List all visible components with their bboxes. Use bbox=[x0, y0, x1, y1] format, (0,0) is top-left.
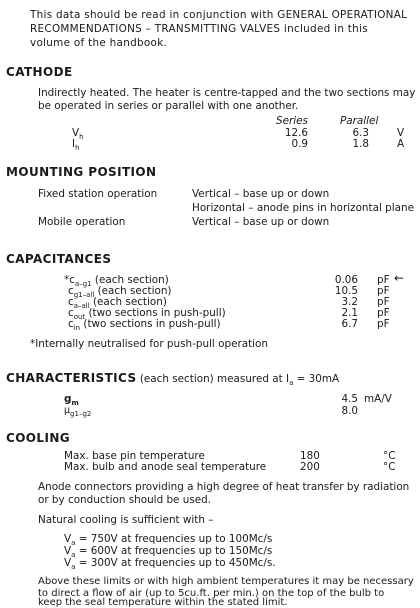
cap-row-a-all-unit: pF bbox=[377, 296, 390, 308]
col-series: Series bbox=[276, 115, 308, 127]
cap-row-a-g1-value: 0.06 bbox=[334, 274, 358, 286]
cooling-para-2: Natural cooling is sufficient with – bbox=[38, 514, 214, 526]
cooling-para-3-line-1: Above these limits or with high ambient temperatures it may be necessary bbox=[38, 576, 414, 587]
arrow-left-icon: ← bbox=[394, 271, 405, 285]
cooling-para-1-line-2: or by conduction should be used. bbox=[38, 494, 212, 506]
intro-line-3: volume of the handbook. bbox=[30, 37, 168, 49]
char-gm-symbol: $g_m$ bbox=[64, 393, 79, 408]
char-mu-value: 8.0 bbox=[341, 405, 358, 417]
cap-row-a-g1-unit: pF bbox=[377, 274, 390, 286]
cathode-text-1: Indirectly heated. The heater is centre-tapped and the two sections may bbox=[38, 87, 416, 99]
char-mu-symbol: $\mu_{g1-g2}$ bbox=[64, 405, 92, 418]
mounting-mobile-label: Mobile operation bbox=[38, 216, 126, 228]
cooling-bulb-seal-unit: °C bbox=[383, 461, 396, 473]
characteristics-heading: CHARACTERISTICS bbox=[6, 371, 137, 385]
mounting-fixed-label: Fixed station operation bbox=[38, 188, 158, 200]
cap-row-out: $c_{out}$ (two sections in push-pull) bbox=[68, 307, 226, 322]
cap-row-in-unit: pF bbox=[377, 318, 390, 330]
cap-row-g1-all-unit: pF bbox=[377, 285, 390, 297]
cooling-para-3-line-2: to direct a flow of air (up to 5cu.ft. per min.) on the top of the bulb to bbox=[38, 588, 385, 599]
natural-cooling-line-2: $V_a = 600V$ at frequencies up to 150Mc/s bbox=[64, 545, 273, 560]
cap-row-g1-all: $c_{g1-all}$ (each section) bbox=[68, 285, 172, 300]
cooling-para-3-line-3: keep the seal temperature within the stated limit. bbox=[38, 597, 288, 608]
cathode-heading: CATHODE bbox=[6, 65, 73, 79]
col-parallel: Parallel bbox=[340, 115, 379, 127]
cathode-row-ih-symbol: $I_h$ bbox=[72, 138, 80, 153]
cooling-para-1-line-1: Anode connectors providing a high degree of heat transfer by radiation bbox=[38, 481, 410, 493]
cooling-base-pin-label: Max. base pin temperature bbox=[64, 450, 205, 462]
cap-row-a-all: $c_{a-all}$ (each section) bbox=[68, 296, 167, 311]
cooling-heading: COOLING bbox=[6, 431, 71, 445]
char-gm-unit: mA/V bbox=[364, 393, 392, 405]
intro-line-2: RECOMMENDATIONS – TRANSMITTING VALVES included in this bbox=[30, 23, 368, 35]
cap-row-a-all-value: 3.2 bbox=[341, 296, 358, 308]
mounting-heading: MOUNTING POSITION bbox=[6, 165, 157, 179]
cap-row-a-g1: $*c_{a-g1}$ (each section) bbox=[64, 274, 169, 289]
cooling-base-pin-value: 180 bbox=[300, 450, 320, 462]
cooling-base-pin-unit: °C bbox=[383, 450, 396, 462]
cathode-row-ih-parallel: 1.8 bbox=[352, 138, 369, 150]
cap-row-in-value: 6.7 bbox=[341, 318, 358, 330]
cathode-row-vh-unit: V bbox=[397, 127, 405, 139]
natural-cooling-line-1: $V_a = 750V$ at frequencies up to 100Mc/s bbox=[64, 533, 273, 548]
cap-row-out-value: 2.1 bbox=[341, 307, 358, 319]
mounting-fixed-value-2: Horizontal – anode pins in horizontal plane bbox=[192, 202, 414, 214]
cathode-row-ih-series: 0.9 bbox=[291, 138, 308, 150]
cap-row-out-unit: pF bbox=[377, 307, 390, 319]
cathode-row-ih-unit: A bbox=[397, 138, 405, 150]
cathode-row-vh-symbol: $V_h$ bbox=[72, 127, 84, 142]
natural-cooling-line-3: $V_a = 300V$ at frequencies up to 450Mc/s. bbox=[64, 557, 276, 572]
capacitances-note: *Internally neutralised for push-pull operation bbox=[30, 338, 269, 350]
characteristics-title bbox=[6, 367, 339, 390]
mounting-fixed-value-1: Vertical – base up or down bbox=[192, 188, 330, 200]
mounting-mobile-value: Vertical – base up or down bbox=[192, 216, 330, 228]
cathode-text-2: be operated in series or parallel with one another. bbox=[38, 100, 299, 112]
cap-row-in: $c_{in}$ (two sections in push-pull) bbox=[68, 318, 221, 333]
cathode-row-vh-series: 12.6 bbox=[284, 127, 308, 139]
intro-line-1: This data should be read in conjunction with GENERAL OPERATIONAL bbox=[30, 9, 408, 21]
cathode-row-vh-parallel: 6.3 bbox=[352, 127, 369, 139]
capacitances-heading: CAPACITANCES bbox=[6, 252, 112, 266]
cooling-bulb-seal-value: 200 bbox=[300, 461, 320, 473]
char-gm-value: 4.5 bbox=[341, 393, 358, 405]
cap-row-g1-all-value: 10.5 bbox=[334, 285, 358, 297]
cooling-bulb-seal-label: Max. bulb and anode seal temperature bbox=[64, 461, 267, 473]
characteristics-subtitle: (each section) measured at $I_a = 30mA$ bbox=[136, 373, 340, 388]
